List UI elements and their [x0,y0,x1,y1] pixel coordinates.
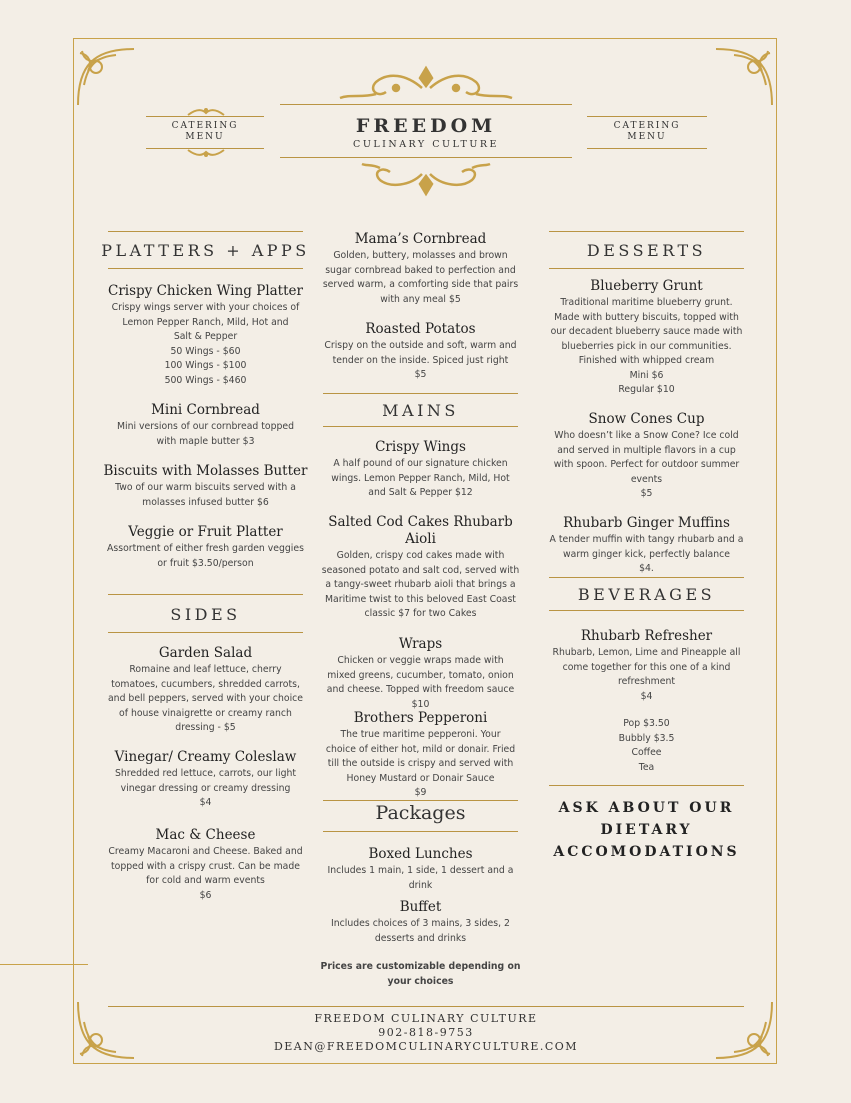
item-title: Salted Cod Cakes Rhubarb Aioli [328,514,513,547]
item-title: Snow Cones Cup [588,411,705,427]
item-title: Crispy Chicken Wing Platter [108,283,303,299]
beverages-line-bottom [549,610,744,611]
corner-ornament-top-right [706,45,776,115]
item-desc: Golden, crispy cod cakes made with seasoned potato and salt cod, served with a tangy-sweet rhubarb aioli that brings a Maritime twist to this beloved East Coast classic $7 for two Cakes [321,550,520,619]
item-title: Wraps [398,636,443,652]
item-title: Biscuits with Molasses Butter [103,463,308,479]
side-item-mac-cheese [100,827,311,903]
desserts-line-top [549,231,744,232]
side-item-coleslaw [100,749,311,811]
mains-line-bottom [323,426,518,427]
right-tag-line-top [587,116,707,117]
item-title: Boxed Lunches [368,846,473,862]
footer-name: FREEDOM CULINARY CULTURE [314,1012,538,1025]
platter-item-veggie [100,524,311,571]
item-desc: A half pound of our signature chicken wings. Lemon Pepper Ranch, Mild, Hot and Salt & Pepper $12 [331,458,510,498]
packages-title: Packages [375,802,466,824]
item-desc: Rhubarb, Lemon, Lime and Pineapple all come together for this one of a kind refreshment $4 [552,647,741,702]
mid-item-roasted-potatos [318,321,523,383]
item-desc: Shredded red lettuce, carrots, our light vinegar dressing or creamy dressing $4 [114,768,297,808]
dietary-line-top [549,785,744,786]
package-item-boxed-lunches [318,846,523,893]
left-tag-flourish-bottom [186,148,226,158]
packages-line-bottom [323,831,518,832]
item-desc: A tender muffin with tangy rhubarb and a warm ginger kick, perfectly balance $4. [549,534,744,574]
desserts-line-bottom [549,268,744,269]
left-tag-line-top [146,116,264,117]
platters-line-top [108,231,303,232]
dietary-note: ASK ABOUT OUR DIETARY ACCOMODATIONS [553,800,740,860]
footer-line [108,1006,744,1007]
package-item-buffet [318,899,523,946]
sides-line-top [108,594,303,595]
platter-item-biscuits [100,463,311,510]
item-desc: Two of our warm biscuits served with a molasses infused butter $6 [115,482,296,508]
brand-title: FREEDOM [355,115,497,137]
sides-title: SIDES [170,605,241,624]
header-top-flourish [336,64,516,104]
item-title: Vinegar/ Creamy Coleslaw [114,749,297,765]
item-title: Rhubarb Ginger Muffins [563,515,730,531]
packages-line-top [323,800,518,801]
right-tag-line-bottom [587,148,707,149]
footer-phone: 902-818-9753 [378,1026,474,1039]
mains-line-top [323,393,518,394]
item-desc: Includes choices of 3 mains, 3 sides, 2 desserts and drinks [331,918,510,944]
item-title: Brothers Pepperoni [353,710,488,726]
item-desc: Golden, buttery, molasses and brown sugar cornbread baked to perfection and served warm, a comforting side that pairs with any meal $5 [322,250,519,305]
right-tag-line-2: MENU [627,132,667,142]
item-desc: The true maritime pepperoni. Your choice of either hot, mild or donair. Fried till the outside is crispy and served with Honey Mustard or Donair Sauce $9 [325,729,516,798]
item-title: Roasted Potatos [365,321,476,337]
item-desc: Chicken or veggie wraps made with mixed greens, cucumber, tomato, onion and cheese. Topped with freedom sauce $10 [326,655,515,710]
item-title: Mama’s Cornbread [354,231,487,247]
sides-line-bottom [108,632,303,633]
platter-item-wings [100,283,311,388]
mid-item-mamas-cornbread [318,231,523,307]
packages-note: Prices are customizable depending on your choices [320,961,521,987]
brand-subtitle: CULINARY CULTURE [353,139,499,150]
item-desc: Who doesn’t like a Snow Cone? Ice cold and served in multiple flavors in a cup with spoon. Perfect for outdoor summer events $5 [553,430,740,499]
item-title: Crispy Wings [375,439,466,455]
item-desc: Includes 1 main, 1 side, 1 dessert and a drink [327,865,514,891]
main-item-wraps [318,636,523,712]
item-desc: Traditional maritime blueberry grunt. Made with buttery biscuits, topped with our decadent blueberry sauce made with blueberries pick in our communities. Finished with whipped cream Mini $6 Regular $10 [550,297,743,395]
left-tag-line-2: MENU [185,132,225,142]
header-line-upper [280,104,572,105]
platters-line-bottom [108,268,303,269]
left-edge-line [0,964,88,965]
beverage-list: Pop $3.50 Bubbly $3.5 Coffee Tea [618,718,675,773]
item-desc: Crispy on the outside and soft, warm and tender on the inside. Spiced just right $5 [324,340,517,380]
left-tag-line-1: CATERING [171,121,239,131]
header-line-lower [280,157,572,158]
platters-title: PLATTERS + APPS [101,241,310,260]
main-item-crispy-wings [318,439,523,501]
dessert-item-snow-cones [541,411,752,502]
corner-ornament-top-left [74,45,144,115]
item-desc: Mini versions of our cornbread topped with maple butter $3 [116,421,295,447]
dessert-item-rhubarb-muffins [541,515,752,577]
mains-title: MAINS [382,401,459,420]
item-desc: Crispy wings server with your choices of Lemon Pepper Ranch, Mild, Hot and Salt & Pepper 50 Wings - $60 100 Wings - $100 500 Wings - $460 [111,302,300,386]
item-title: Buffet [399,899,442,915]
main-item-pepperoni [318,710,523,801]
item-desc: Creamy Macaroni and Cheese. Baked and topped with a crispy crust. Can be made for cold and warm events $6 [108,846,303,901]
beverages-line-top [549,577,744,578]
item-desc: Assortment of either fresh garden veggies or fruit $3.50/person [107,543,304,569]
header-bottom-flourish [360,160,492,198]
item-title: Garden Salad [158,645,253,661]
desserts-title: DESSERTS [586,241,707,260]
right-tag-line-1: CATERING [613,121,681,131]
item-title: Blueberry Grunt [590,278,703,294]
side-item-garden-salad [100,645,311,736]
item-title: Veggie or Fruit Platter [128,524,283,540]
beverages-title: BEVERAGES [577,585,716,604]
item-title: Mini Cornbread [151,402,260,418]
item-desc: Romaine and leaf lettuce, cherry tomatoes, cucumbers, shredded carrots, and bell peppers, served with your choice of house vinaigrette or creamy ranch dressing - $5 [107,664,304,733]
dessert-item-blueberry-grunt [541,278,752,398]
main-item-cod-cakes [318,514,523,622]
item-title: Rhubarb Refresher [580,628,713,644]
beverage-item-rhubarb-refresher [541,628,752,704]
platter-item-mini-cornbread [100,402,311,449]
item-title: Mac & Cheese [155,827,256,843]
footer-email[interactable]: DEAN@FREEDOMCULINARYCULTURE.COM [273,1040,579,1053]
